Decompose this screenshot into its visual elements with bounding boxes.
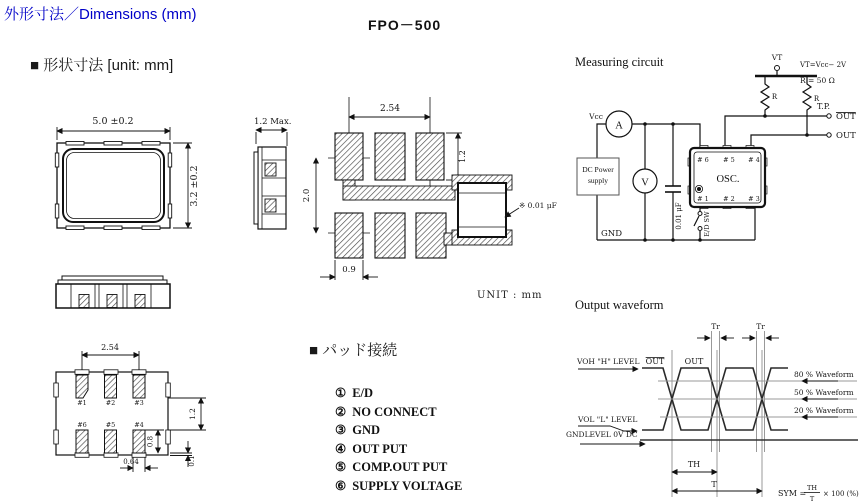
gnd-label: GND (601, 229, 623, 239)
out-bar-trace-label: OUT (645, 357, 665, 366)
item-number: ④ (335, 441, 347, 456)
dc-supply-label: supply (587, 176, 609, 185)
section-pad-connection: ■ パッド接続 (309, 342, 398, 359)
pad-label: #1 (77, 399, 87, 407)
symmetry-formula (778, 484, 859, 503)
osc-label: OSC. (716, 174, 740, 185)
item-label: COMP.OUT PUT (352, 460, 448, 474)
measuring-circuit-drawing (545, 55, 860, 295)
pin-label: # 2 (723, 195, 735, 203)
page-title: 外形寸法／Dimensions (mm) (4, 6, 197, 23)
waveform-20-label: 20 % Waveform (794, 406, 854, 415)
capacitor-note: ※ 0.01 μF (519, 201, 557, 210)
item-label: E/D (352, 386, 374, 400)
top-view-width-dimension (57, 116, 170, 140)
dc-power-supply (577, 158, 619, 195)
land-pattern-drawing (240, 85, 557, 300)
vt-terminal-label: VT (771, 53, 783, 62)
oscillator-block (688, 146, 767, 209)
bottom-pad-layout (54, 343, 206, 472)
resistor-network (755, 53, 847, 135)
sym-denominator: T (809, 495, 815, 503)
top-view-body (55, 142, 171, 230)
voltmeter-label: V (641, 177, 649, 189)
package-outline-drawing (25, 90, 240, 504)
r-value: R = 50 Ω (800, 76, 835, 85)
dimension-label: 0.9 (342, 265, 356, 275)
dimension-label: 1.2 (458, 150, 467, 163)
t-label: T (711, 480, 717, 489)
item-label: GND (352, 423, 380, 437)
capacitor-value: 0.01 μF (675, 202, 683, 230)
resistor-label: R (772, 92, 778, 101)
voltmeter (633, 169, 657, 193)
unit-note: UNIT : mm (477, 290, 543, 301)
vt-formula: VT=Vcc− 2V (800, 61, 847, 69)
pad-label: #2 (105, 399, 116, 407)
dimension-label: 0.64 (123, 458, 139, 466)
dimension-label: 1.2 (188, 408, 197, 420)
item-number: ① (335, 386, 347, 400)
sym-prefix: SYM = (778, 489, 807, 498)
dimension-label: 3.2 ±0.2 (189, 165, 200, 207)
land-pattern-pads (302, 97, 557, 280)
item-label: SUPPLY VOLTAGE (352, 478, 463, 493)
out-bar-terminal-label: OUT (836, 112, 856, 122)
side-profile (254, 117, 292, 229)
list-item (335, 421, 462, 440)
list-item (335, 384, 462, 403)
top-view-height-dimension (173, 143, 200, 228)
list-item (335, 403, 462, 422)
waveform-80-label: 80 % Waveform (794, 370, 854, 379)
pad-label: #6 (77, 421, 87, 429)
out-terminal-label: OUT (836, 131, 856, 141)
dc-supply-label: DC Power (582, 165, 614, 174)
ammeter-label: A (615, 120, 623, 132)
capacitor-symbol (665, 186, 683, 230)
waveform-title: Output waveform (575, 298, 664, 312)
model-number: FPO－500 (368, 17, 442, 33)
dimension-label: 2.54 (379, 104, 401, 114)
sym-numerator: TH (806, 484, 818, 492)
vol-label: VOL "L" LEVEL (578, 415, 638, 424)
gnd-level-label: GNDLEVEL 0V DC (566, 430, 638, 439)
waveform-50-label: 50 % Waveform (794, 388, 854, 397)
item-number: ③ (335, 423, 347, 437)
ed-switch (694, 207, 711, 240)
pad-label: #4 (134, 421, 144, 429)
list-item (335, 477, 462, 496)
rise-time-annotations (697, 322, 779, 338)
pad-connection-list (335, 384, 462, 495)
item-number: ② (335, 404, 347, 419)
pin-label: # 3 (748, 195, 760, 203)
resistor-label: R (814, 94, 820, 103)
item-label: NO CONNECT (352, 404, 437, 419)
dimension-label: 0.1 (188, 455, 196, 467)
voh-label: VOH "H" LEVEL (577, 357, 640, 366)
tr-label: Tr (756, 322, 765, 331)
section-shape-dimensions: ■ 形状寸法 [unit: mm] (30, 57, 174, 74)
dimension-label: 0.8 (146, 435, 155, 448)
th-label: TH (687, 460, 701, 469)
tp-label: T.P. (817, 102, 831, 111)
item-number: ⑤ (335, 460, 347, 474)
dimension-label: 2.54 (101, 343, 119, 352)
pin-label: # 5 (723, 156, 735, 164)
pin-label: # 4 (748, 156, 760, 164)
pin1-marker-dot (697, 187, 701, 191)
pad-label: #3 (134, 399, 144, 407)
item-number: ⑥ (335, 478, 347, 493)
ammeter (588, 111, 632, 137)
out-trace-label: OUT (684, 357, 704, 366)
vcc-label: Vcc (589, 112, 603, 121)
ed-sw-label: E/D SW (703, 211, 711, 237)
dimension-label: 5.0 ±0.2 (92, 116, 134, 127)
pin-label: # 1 (697, 195, 709, 203)
dimension-label: 1.2 Max. (254, 117, 292, 127)
measuring-circuit-title: Measuring circuit (575, 55, 664, 69)
side-view-body (56, 276, 170, 308)
pad-label: #5 (105, 421, 116, 429)
list-item (335, 458, 462, 477)
item-label: OUT PUT (352, 441, 408, 456)
output-waveform-drawing (545, 295, 860, 504)
pin-label: # 6 (697, 156, 709, 164)
dimension-label: 2.0 (302, 188, 312, 203)
list-item (335, 440, 462, 459)
sym-suffix: × 100 (%) (823, 490, 859, 498)
tr-label: Tr (711, 322, 720, 331)
